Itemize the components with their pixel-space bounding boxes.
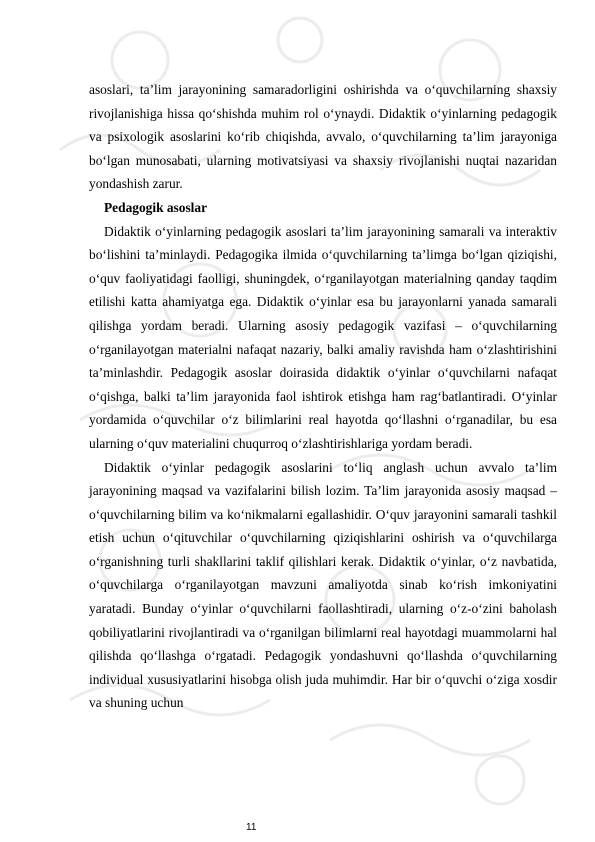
document-body: [89, 78, 557, 715]
paragraph: Didaktik o‘yinlarning pedagogik asoslari ta’lim jarayonining samarali va interaktiv bo‘lishini ta’minlaydi. Pedagogika ilmida o‘quvchilarning ta’limga bo‘lgan qiziqishi, o‘quv faoliyatidagi faolligi, shuningdek, o‘rganilayotgan materialning qanday taqdim etilishi katta ahamiyatga ega. Didaktik o‘yinlar esa bu jarayonlarni yanada samarali qilishga yordam beradi. Ularning asosiy pedagogik vazifasi – o‘quvchilarning o‘rganilayotgan materialni nafaqat nazariy, balki amaliy ravishda ham o‘zlashtirishini ta’minlashdir. Pedagogik asoslar doirasida didaktik o‘yinlar o‘quvchilarni nafaqat o‘qishga, balki ta’lim jarayonida faol ishtirok etishga ham rag‘batlantiradi. O‘yinlar yordamida o‘quvchilar o‘z bilimlarini real hayotda qo‘llashni o‘rganadilar, bu esa ularning o‘quv materialini chuqurroq o‘zlashtirishlariga yordam beradi.: [89, 223, 557, 451]
section-heading: Pedagogik asoslar: [104, 199, 208, 215]
paragraph: Didaktik o‘yinlar pedagogik asoslarini to‘liq anglash uchun avvalo ta’lim jarayonining maqsad va vazifalarini bilish lozim. Ta’lim jarayonida asosiy maqsad – o‘quvchilarning bilim va ko‘nikmalarni egallashidir. O‘quv jarayonini samarali tashkil etish uchun o‘qituvchilar o‘quvchilarning qiziqishlarini oshirish va o‘quvchilarga o‘rganishning turli shakllarini taklif qilishlari kerak. Didaktik o‘yinlar, o‘z navbatida, o‘quvchilarga o‘rganilayotgan mavzuni amaliyotda sinab ko‘rish imkoniyatini yaratadi. Bunday o‘yinlar o‘quvchilarni faollashtiradi, ularning o‘z-o‘zini baholash qobiliyatlarini rivojlantiradi va o‘rganilgan bilimlarni real hayotdagi muammolarni hal qilishda qo‘llashga o‘rgatadi. Pedagogik yondashuvni qo‘llashda o‘quvchilarning individual xususiyatlarini hisobga olish juda muhimdir. Har bir o‘quvchi o‘ziga xosdir va shuning uchun: [89, 459, 557, 711]
page-number: 11: [246, 822, 257, 833]
paragraph-continuation: asoslari, ta’lim jarayonining samaradorligini oshirishda va o‘quvchilarning shaxsiy rivojlanishiga hissa qo‘shishda muhim rol o‘ynaydi. Didaktik o‘yinlarning pedagogik va psixologik asoslarini ko‘rib chiqishda, avvalo, o‘quvchilarning ta’lim jarayoniga bo‘lgan munosabati, ularning motivatsiyasi va shaxsiy rivojlanishi nuqtai nazaridan yondashish zarur.: [89, 82, 557, 192]
